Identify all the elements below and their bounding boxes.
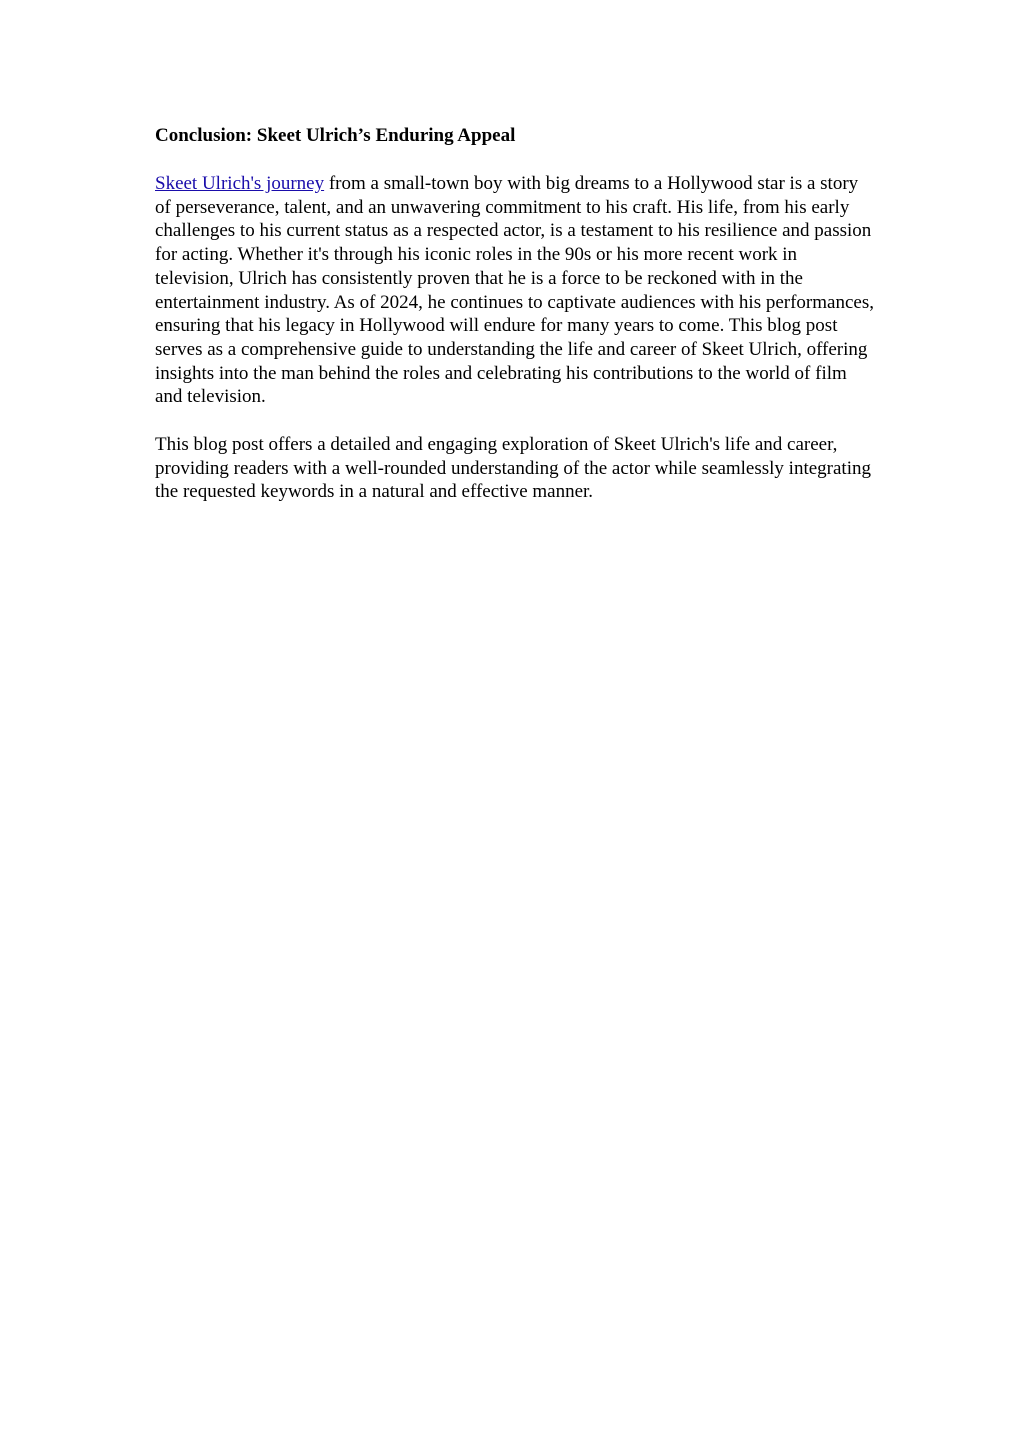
section-heading: Conclusion: Skeet Ulrich’s Enduring Appeal: [155, 125, 516, 146]
conclusion-paragraph-text: from a small-town boy with big dreams to a Hollywood star is a story of perseverance, talent, and an unwavering commitment to his craft. His life, from his early challenges to his current status as a respected actor, is a testament to his resilience and passion for acting. Whether it's through his iconic roles in the 90s or his more recent work in television, Ulrich has consistently proven that he is a force to be reckoned with in the entertainment industry. As of 2024, he continues to captivate audiences with his performances, ensuring that his legacy in Hollywood will endure for many years to come. This blog post serves as a comprehensive guide to understanding the life and career of Skeet Ulrich, offering insights into the man behind the roles and celebrating his contributions to the world of film and television.: [155, 173, 874, 408]
document-page: [155, 124, 875, 528]
skeet-ulrich-journey-link[interactable]: Skeet Ulrich's journey: [155, 173, 325, 194]
conclusion-paragraph: [155, 172, 875, 409]
summary-paragraph: This blog post offers a detailed and engaging exploration of Skeet Ulrich's life and career, providing readers with a well-rounded understanding of the actor while seamlessly integrating the requested keywords in a natural and effective manner.: [155, 434, 871, 503]
